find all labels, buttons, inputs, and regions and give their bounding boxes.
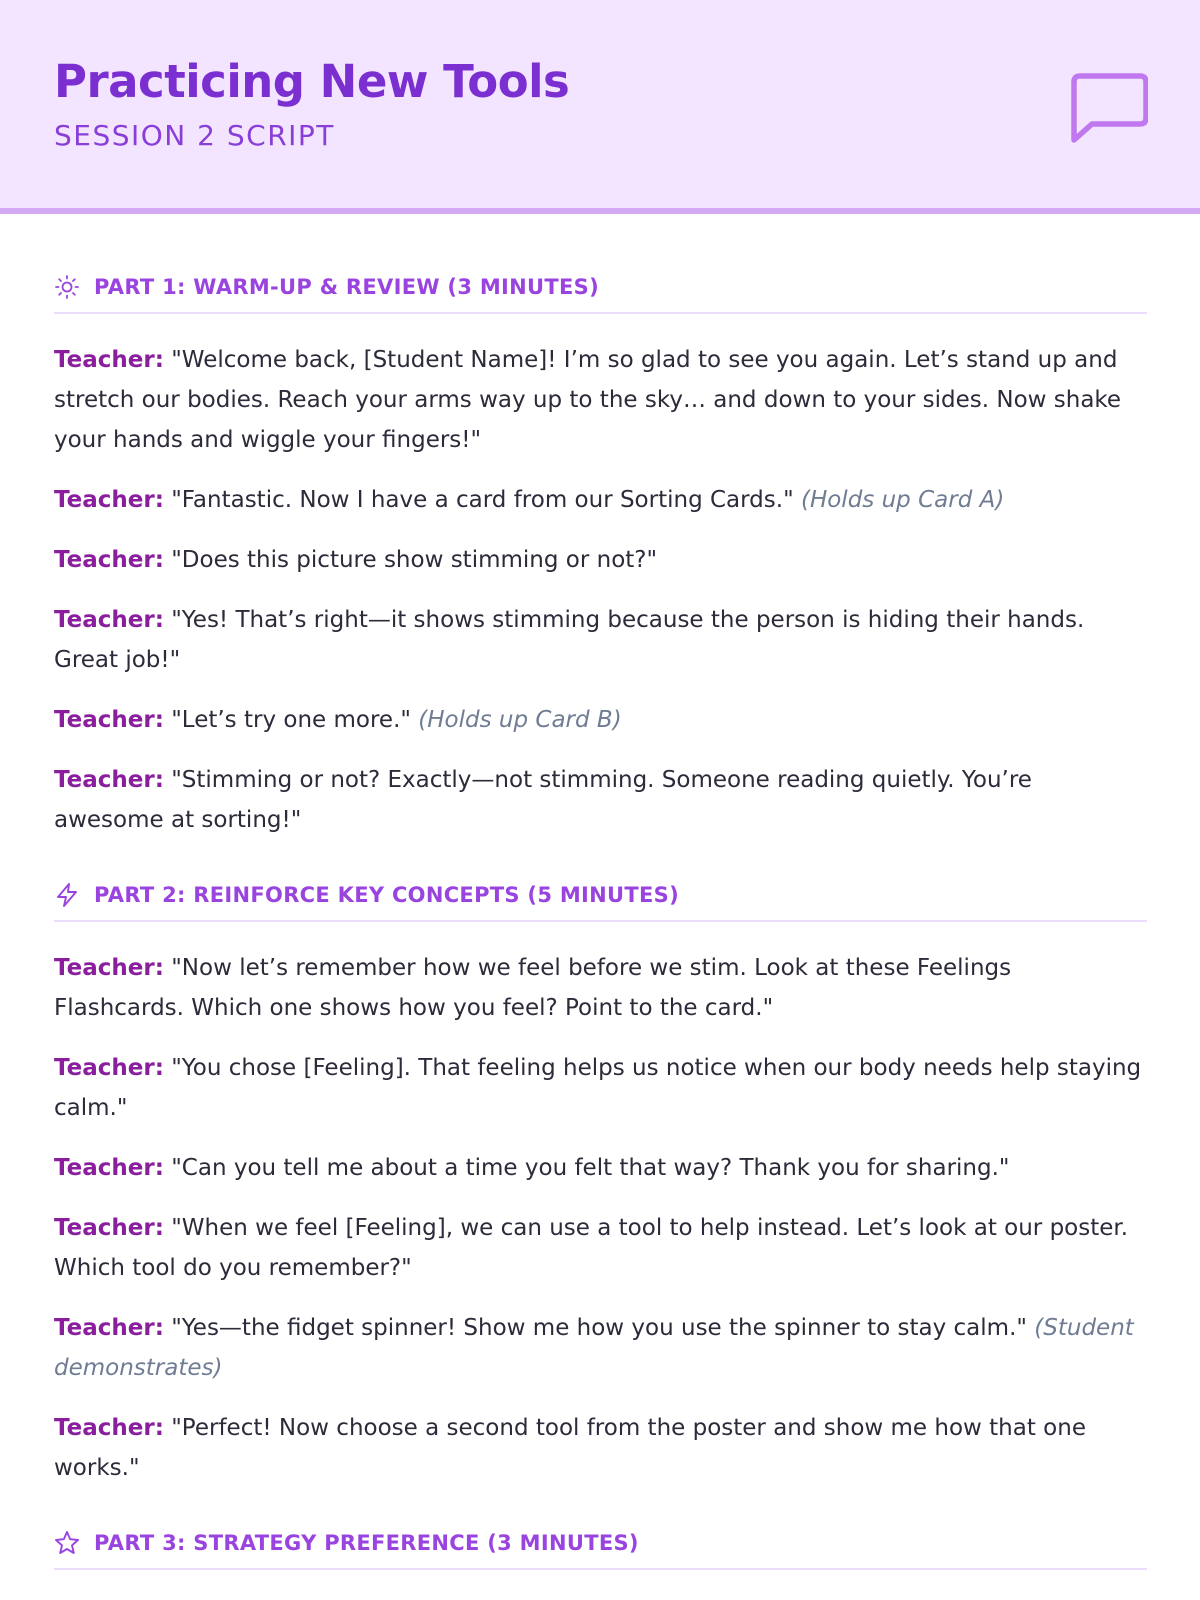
dialogue-line: [54, 760, 1147, 840]
dialogue-line: [54, 1208, 1147, 1288]
stage-direction: (Holds up Card A): [800, 487, 1005, 513]
line-text: "Can you tell me about a time you felt that way? Thank you for sharing.": [171, 1155, 1010, 1181]
line-text: "Perfect! Now choose a second tool from the poster and show me how that one works.": [54, 1415, 1086, 1481]
page-header: [0, 0, 1200, 214]
speaker-label: Teacher:: [54, 547, 164, 573]
sun-icon: [54, 274, 80, 300]
dialogue-line: [54, 540, 1147, 580]
dialogue-line: [54, 1308, 1147, 1388]
dialogue-line: [54, 600, 1147, 680]
speaker-label: Teacher:: [54, 707, 164, 733]
speaker-label: Teacher:: [54, 955, 164, 981]
script-section: [54, 870, 1147, 1488]
speaker-label: Teacher:: [54, 1315, 164, 1341]
speaker-label: Teacher:: [54, 607, 164, 633]
line-text: "Does this picture show stimming or not?": [171, 547, 658, 573]
dialogue-line: [54, 700, 1147, 740]
line-text: "Stimming or not? Exactly—not stimming. Someone reading quietly. You’re awesome at sorting!": [54, 767, 1032, 833]
line-text: "Yes—the fidget spinner! Show me how you use the spinner to stay calm.": [171, 1315, 1027, 1341]
line-text: "Yes! That’s right—it shows stimming because the person is hiding their hands. Great job!": [54, 607, 1085, 673]
line-text: "Fantastic. Now I have a card from our Sorting Cards.": [171, 487, 794, 513]
speaker-label: Teacher:: [54, 1055, 164, 1081]
dialogue-line: [54, 1148, 1147, 1188]
script-section: [54, 262, 1147, 840]
section-header: [54, 1518, 1147, 1570]
dialogue-line: [54, 340, 1147, 460]
dialogue-line: [54, 1408, 1147, 1488]
speaker-label: Teacher:: [54, 1155, 164, 1181]
page-title: Practicing New Tools: [54, 55, 570, 108]
script-section: [54, 1518, 1147, 1570]
line-text: "Now let’s remember how we feel before we stim. Look at these Feelings Flashcards. Which one shows how you feel? Point to the card.": [54, 955, 1012, 1021]
stage-direction: (Student demonstrates): [54, 1315, 1134, 1381]
section-title: PART 2: REINFORCE KEY CONCEPTS (5 MINUTES): [94, 883, 679, 907]
stage-direction: (Holds up Card B): [418, 707, 622, 733]
speaker-label: Teacher:: [54, 487, 164, 513]
dialogue-line: [54, 480, 1147, 520]
section-header: [54, 870, 1147, 922]
star-icon: [54, 1530, 80, 1556]
line-text: "Let’s try one more.": [171, 707, 411, 733]
script-content: [54, 262, 1147, 1600]
dialogue-line: [54, 948, 1147, 1028]
speaker-label: Teacher:: [54, 1415, 164, 1441]
speaker-label: Teacher:: [54, 1215, 164, 1241]
page-subtitle: SESSION 2 SCRIPT: [54, 119, 335, 152]
line-text: "When we feel [Feeling], we can use a tool to help instead. Let’s look at our poster. Which tool do you remember?": [54, 1215, 1129, 1281]
speaker-label: Teacher:: [54, 347, 164, 373]
line-text: "You chose [Feeling]. That feeling helps us notice when our body needs help staying calm.": [54, 1055, 1142, 1121]
dialogue-line: [54, 1048, 1147, 1128]
line-text: "Welcome back, [Student Name]! I’m so glad to see you again. Let’s stand up and stretch our bodies. Reach your arms way up to the sky… and down to your sides. Now shake your hands and wiggle your fingers!": [54, 347, 1122, 453]
lightning-icon: [54, 882, 80, 908]
speaker-label: Teacher:: [54, 767, 164, 793]
chat-bubble-icon: [1068, 70, 1148, 150]
section-title: PART 3: STRATEGY PREFERENCE (3 MINUTES): [94, 1531, 639, 1555]
section-title: PART 1: WARM-UP & REVIEW (3 MINUTES): [94, 275, 599, 299]
section-header: [54, 262, 1147, 314]
